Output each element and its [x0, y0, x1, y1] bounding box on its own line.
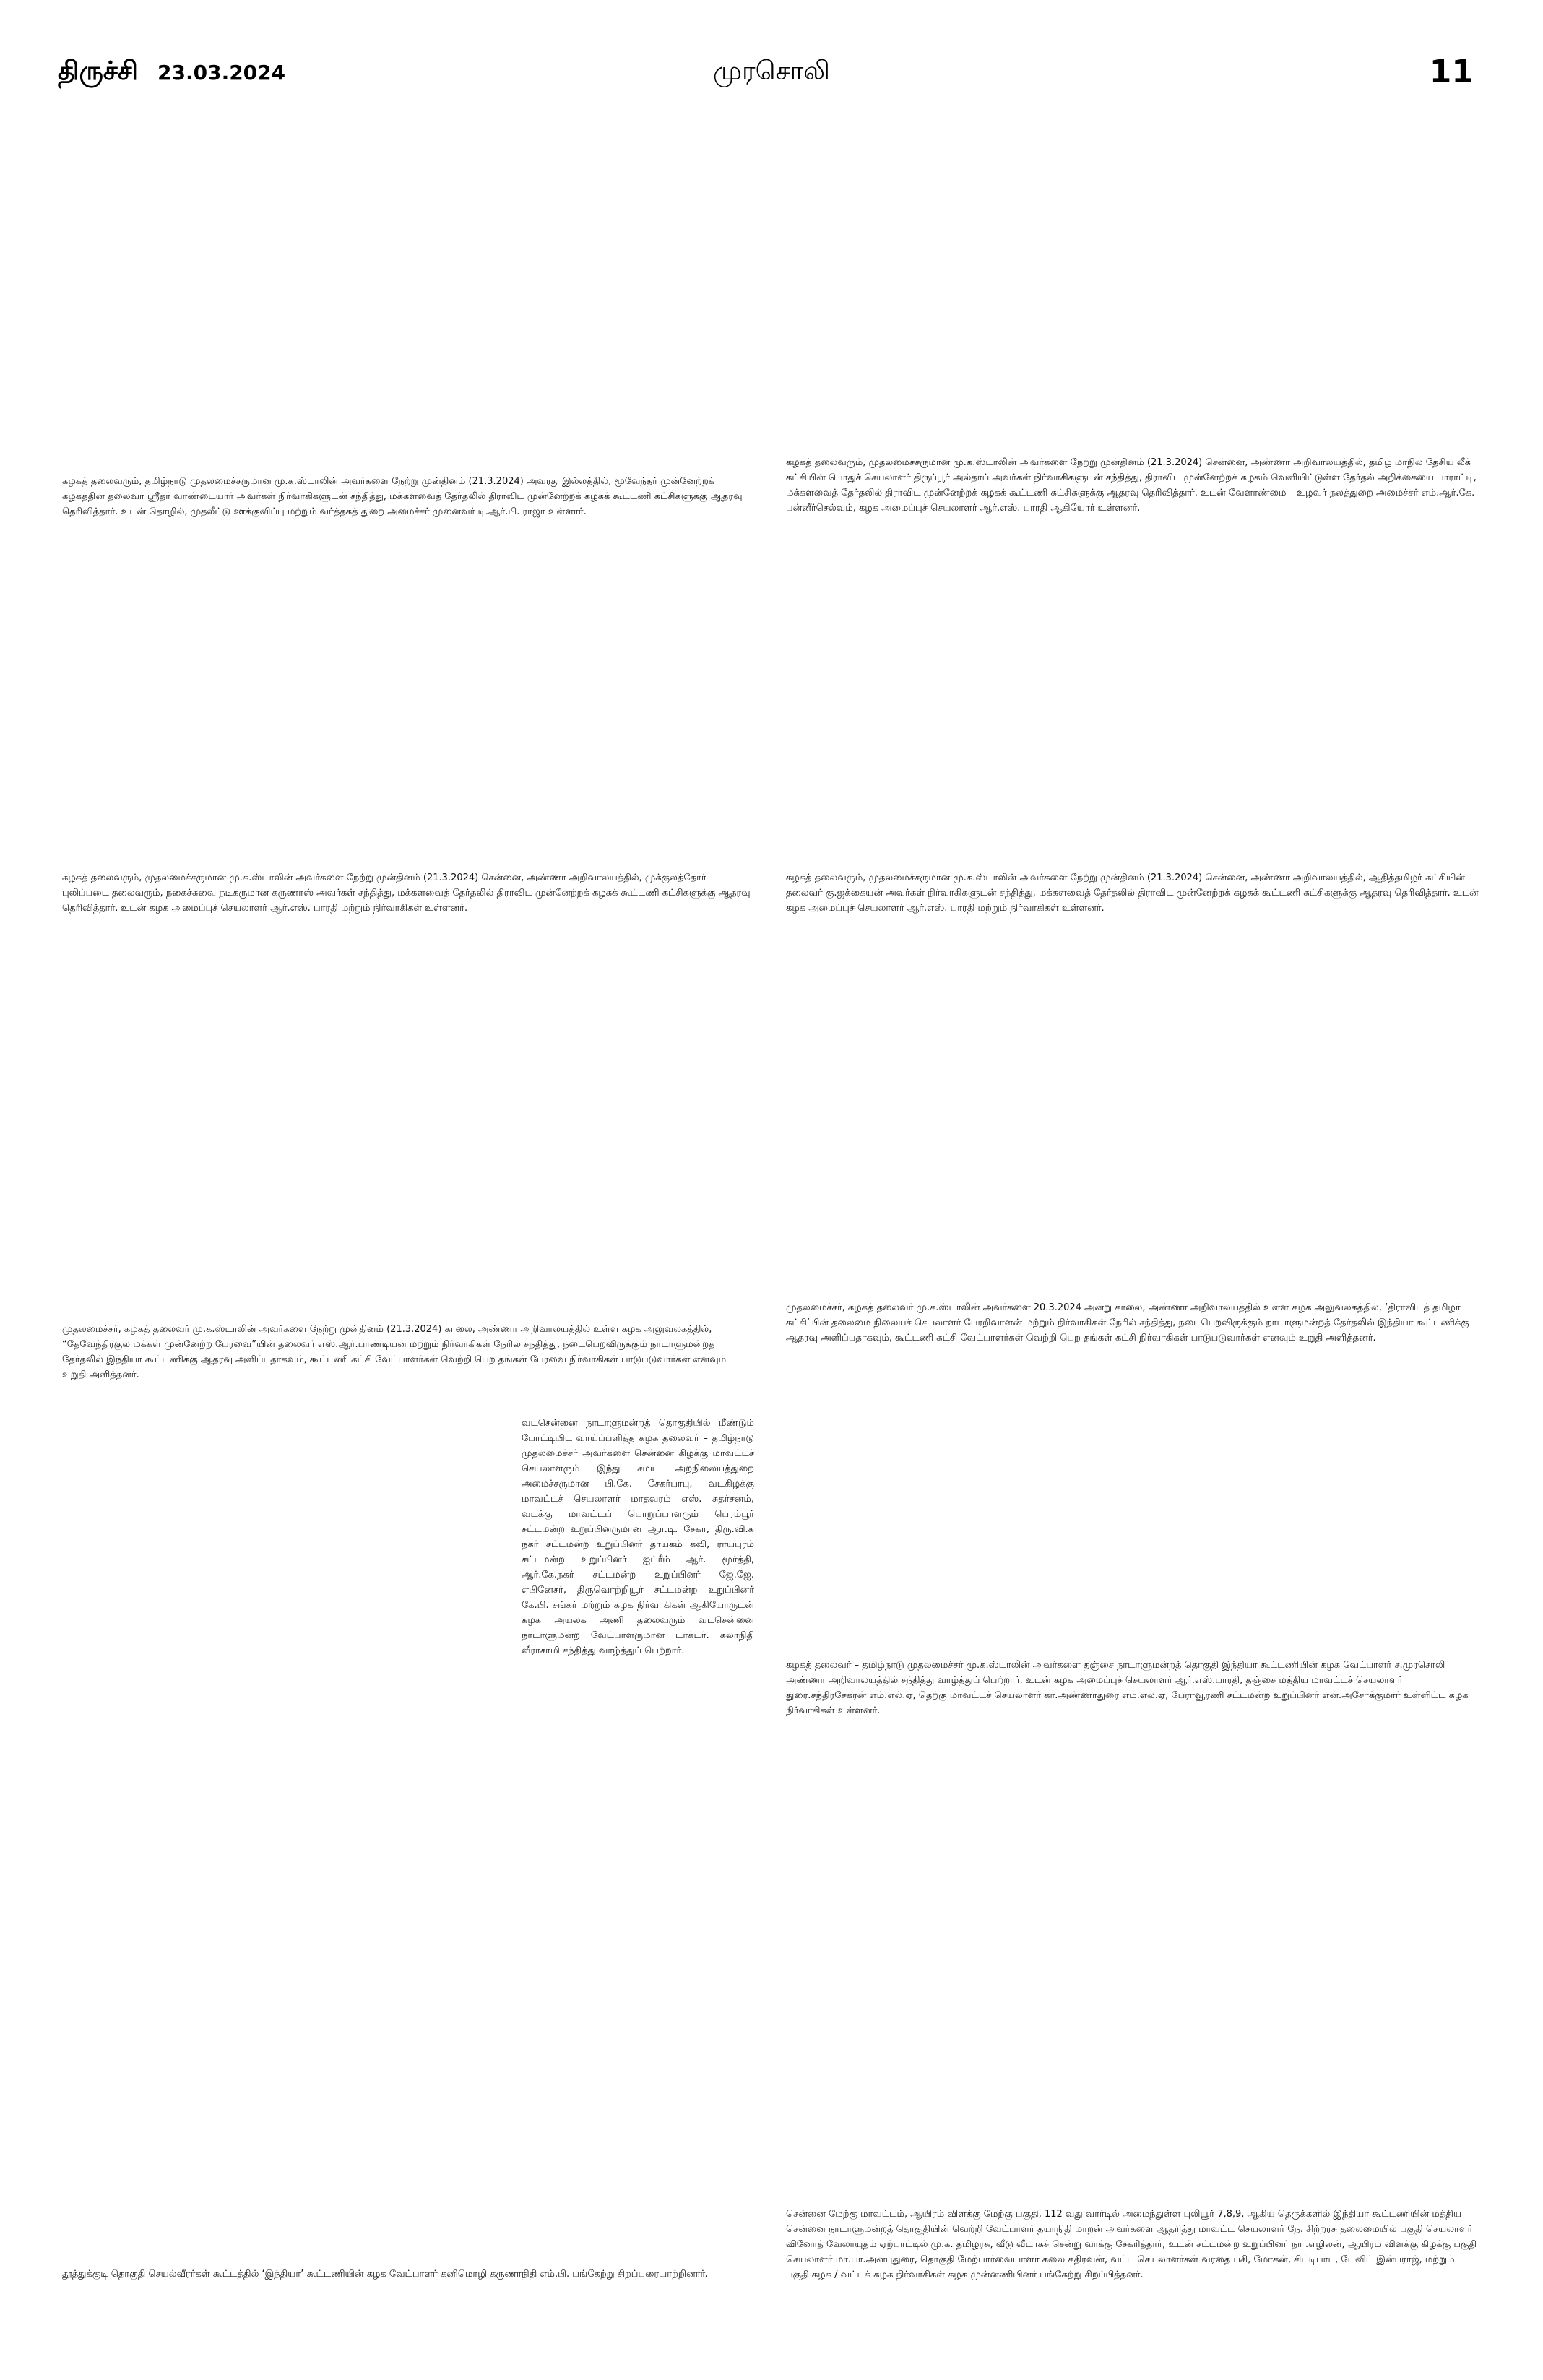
photo-caption-5: முதலமைச்சர், கழகத் தலைவர் மு.க.ஸ்டாலின் அவர்களை நேற்று முன்தினம் (21.3.2024) காலை, அண்ணா அறிவாலயத்தில் உள்ள கழக அலுவலகத்தில், “தேவேந்திரகுல மக்கள் முன்னேற்ற பேரவை”யின் தலைவர் எஸ்.ஆர்.பாண்டியன் மற்றும் நிர்வாகிகள் நேரில் சந்தித்து, நடைபெறவிருக்கும் நாடாளுமன்றத் தேர்தலில் இந்தியா கூட்டணிக்கு ஆதரவு அளிப்பதாகவும், கூட்டணி கட்சி வேட்பாளர்கள் வெற்றி பெற தங்கள் பேரவை நிர்வாகிகள் பாடுபடுவார்கள் எனவும் உறுதி அளித்தனர்.: [62, 1324, 727, 1380]
issue-date: 23.03.2024: [157, 61, 286, 85]
photo-caption-4: கழகத் தலைவரும், முதலமைச்சருமான மு.க.ஸ்டாலின் அவர்களை நேற்று முன்தினம் (21.3.2024) சென்னை, அண்ணா அறிவாலயத்தில், ஆதித்தமிழர் கட்சியின் தலைவர் கு.ஜக்கையன் அவர்கள் நிர்வாகிகளுடன் சந்தித்து, மக்களவைத் தேர்தலில் திராவிட முன்னேற்றக் கழகக் கூட்டணி கட்சிகளுக்கு ஆதரவு தெரிவித்தார். உடன் கழக அமைப்புச் செயலாளர் ஆர்.எஸ். பாரதி மற்றும் நிர்வாகிகள் உள்ளனர்.: [786, 873, 1479, 914]
edition-place: திருச்சி: [58, 56, 138, 86]
photo-caption-2: கழகத் தலைவரும், முதலமைச்சருமான மு.க.ஸ்டாலின் அவர்களை நேற்று முன்தினம் (21.3.2024) சென்னை, அண்ணா அறிவாலயத்தில், தமிழ் மாநில தேசிய லீக் கட்சியின் பொதுச் செயலாளர் திருப்பூர் அல்தாப் அவர்கள் நிர்வாகிகளுடன் சந்தித்து, திராவிட முன்னேற்றக் கழகம் வெளியிட்டுள்ள தேர்தல் அறிக்கையை பாராட்டி, மக்களவைத் தேர்தலில் திராவிட முன்னேற்றக் கழகக் கூட்டணி கட்சிகளுக்கு ஆதரவு தெரிவித்தார். உடன் வேளாண்மை – உழவர் நலத்துறை அமைச்சர் எம்.ஆர்.கே. பன்னீர்செல்வம், கழக அமைப்புச் செயலாளர் ஆர்.எஸ். பாரதி ஆகியோர் உள்ளனர்.: [786, 457, 1477, 514]
newspaper-name: முரசொலி: [713, 56, 830, 86]
photo-caption-9: தூத்துக்குடி தொகுதி செயல்வீரர்கள் கூட்டத்தில் ‘இந்தியா’ கூட்டணியின் கழக வேட்பாளர் கனிமொழி கருணாநிதி எம்.பி. பங்கேற்று சிறப்புரையாற்றினார்.: [62, 2269, 709, 2280]
photo-caption-8: கழகத் தலைவர் – தமிழ்நாடு முதலமைச்சர் மு.க.ஸ்டாலின் அவர்களை தஞ்சை நாடாளுமன்றத் தொகுதி இந்தியா கூட்டணியின் கழக வேட்பாளர் ச.முரசொலி அண்ணா அறிவாலயத்தில் சந்தித்து வாழ்த்துப் பெற்றார். உடன் கழக அமைப்புச் செயலாளர் ஆர்.எஸ்.பாரதி, தஞ்சை மத்திய மாவட்டச் செயலாளர் துரை.சந்திரசேகரன் எம்.எல்.ஏ, தெற்கு மாவட்டச் செயலாளர் கா.அண்ணாதுரை எம்.எல்.ஏ, பேராவூரணி சட்டமன்ற உறுப்பினர் என்.அசோக்குமார் உள்ளிட்ட கழக நிர்வாகிகள் உள்ளனர்.: [786, 1660, 1469, 1716]
photo-caption-10: சென்னை மேற்கு மாவட்டம், ஆயிரம் விளக்கு மேற்கு பகுதி, 112 வது வார்டில் அமைந்துள்ள புலியூர் 7,8,9, ஆகிய தெருக்களில் இந்தியா கூட்டணியின் மத்திய சென்னை நாடாளுமன்றத் தொகுதியின் வெற்றி வேட்பாளர் தயாநிதி மாறன் அவர்களை ஆதரித்து மாவட்ட செயலாளர் நே. சிற்றரசு தலைமையில் பகுதி செயலாளர் வினோத் வேலாயுதம் ஏற்பாட்டில் மு.க. தமிழரசு, வீடு வீடாகச் சென்று வாக்கு சேகரித்தார், உடன் சட்டமன்ற உறுப்பினர் நா .எழிலன், ஆயிரம் விளக்கு கிழக்கு பகுதி செயலாளர் மா.பா.அன்புதுரை, தொகுதி மேற்பார்வையாளர் கலை கதிரவன், வட்ட செயலாளர்கள் வரதை பசி, மோகன், சிட்டிபாபு, டேவிட் இன்பராஜ், மற்றும் பகுதி கழக / வட்டக் கழக நிர்வாகிகள் கழக முன்னணியினர் பங்கேற்று சிறப்பித்தனர்.: [786, 2209, 1477, 2280]
photo-caption-7: வடசென்னை நாடாளுமன்றத் தொகுதியில் மீண்டும் போட்டியிட வாய்ப்பளித்த கழக தலைவர் – தமிழ்நாடு முதலமைச்சர் அவர்களை சென்னை கிழக்கு மாவட்டச் செயலாளரும் இந்து சமய அறநிலையத்துறை அமைச்சருமான பி.கே. சேகர்பாபு, வடகிழக்கு மாவட்டச் செயலாளர் மாதவரம் எஸ். சுதர்சனம், வடக்கு மாவட்டப் பொறுப்பாளரும் பெரம்பூர் சட்டமன்ற உறுப்பினருமான ஆர்.டி. சேகர், திரு.வி.க நகர் சட்டமன்ற உறுப்பினர் தாயகம் கவி, ராயபுரம் சட்டமன்ற உறுப்பினர் ஐட்ரீம் ஆர். மூர்த்தி, ஆர்.கே.நகர் சட்டமன்ற உறுப்பினர் ஜே.ஜே. எபினேசர், திருவொற்றியூர் சட்டமன்ற உறுப்பினர் கே.பி. சங்கர் மற்றும் கழக நிர்வாகிகள் ஆகியோருடன் கழக அயலக அணி தலைவரும் வடசென்னை நாடாளுமன்ற வேட்பாளருமான டாக்டர். கலாநிதி வீராசாமி சந்தித்து வாழ்த்துப் பெற்றார்.: [522, 1418, 754, 1656]
photo-caption-1: கழகத் தலைவரும், தமிழ்நாடு முதலமைச்சருமான மு.க.ஸ்டாலின் அவர்களை நேற்று முன்தினம் (21.3.2024) அவரது இல்லத்தில், மூவேந்தர் முன்னேற்றக் கழகத்தின் தலைவர் ஸ்ரீதர் வாண்டையார் அவர்கள் நிர்வாகிகளுடன் சந்தித்து, மக்களவைத் தேர்தலில் திராவிட முன்னேற்றக் கழகக் கூட்டணி கட்சிகளுக்கு ஆதரவு தெரிவித்தார். உடன் தொழில், முதலீட்டு ஊக்குவிப்பு மற்றும் வர்த்தகத் துறை அமைச்சர் முனைவர் டி.ஆர்.பி. ராஜா உள்ளார்.: [62, 476, 743, 517]
photo-caption-3: கழகத் தலைவரும், முதலமைச்சருமான மு.க.ஸ்டாலின் அவர்களை நேற்று முன்தினம் (21.3.2024) சென்னை, அண்ணா அறிவாலயத்தில், முக்குலத்தோர் புலிப்படை தலைவரும், நகைச்சுவை நடிகருமான கருணாஸ் அவர்கள் சந்தித்து, மக்களவைத் தேர்தலில் திராவிட முன்னேற்றக் கழகக் கூட்டணி கட்சிகளுக்கு ஆதரவு தெரிவித்தார். உடன் கழக அமைப்புச் செயலாளர் ஆர்.எஸ். பாரதி மற்றும் நிர்வாகிகள் உள்ளனர்.: [62, 873, 751, 914]
page-number: 11: [1429, 53, 1474, 90]
photo-caption-6: முதலமைச்சர், கழகத் தலைவர் மு.க.ஸ்டாலின் அவர்களை 20.3.2024 அன்று காலை, அண்ணா அறிவாலயத்தில் உள்ள கழக அலுவலகத்தில், ‘திராவிடத் தமிழர் கட்சி’யின் தலைமை நிலையச் செயலாளர் பேரறிவாளன் மற்றும் நிர்வாகிகள் நேரில் சந்தித்து, நடைபெறவிருக்கும் நாடாளுமன்றத் தேர்தலில் இந்தியா கூட்டணிக்கு ஆதரவு அளிப்பதாகவும், கூட்டணி கட்சி வேட்பாளர்கள் வெற்றி பெற தங்கள் கட்சி நிர்வாகிகள் பாடுபடுவார்கள் எனவும் உறுதி அளித்தனர்.: [786, 1302, 1469, 1343]
